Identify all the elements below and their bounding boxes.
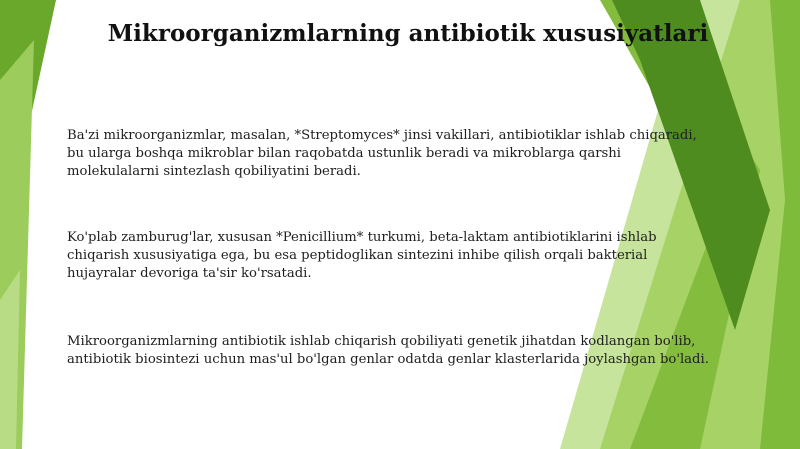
paragraph-line: antibiotik biosintezi uchun mas'ul bo'lgan genlar odatda genlar klasterlarida joylashgan bo'ladi. bbox=[67, 352, 709, 367]
paragraph-streptomyces bbox=[67, 127, 767, 181]
paragraph-line: Ko'plab zamburug'lar, xususan *Penicillium* turkumi, beta-laktam antibiotiklarini ishlab bbox=[67, 230, 657, 245]
paragraph-line: bu ularga boshqa mikroblar bilan raqobatda ustunlik beradi va mikroblarga qarshi bbox=[67, 146, 621, 161]
paragraph-genetics bbox=[67, 333, 767, 369]
paragraph-line: hujayralar devoriga ta'sir ko'rsatadi. bbox=[67, 266, 312, 281]
slide-title: Mikroorganizmlarning antibiotik xususiyatlari bbox=[107, 20, 709, 47]
paragraph-line: chiqarish xususiyatiga ega, bu esa peptidoglikan sintezini inhibe qilish orqali bakterial bbox=[67, 248, 648, 263]
paragraph-penicillium bbox=[67, 229, 767, 283]
paragraph-line: Ba'zi mikroorganizmlar, masalan, *Streptomyces* jinsi vakillari, antibiotiklar ishlab chiqaradi, bbox=[67, 128, 697, 143]
paragraph-line: molekulalarni sintezlash qobiliyatini beradi. bbox=[67, 164, 361, 179]
paragraph-line: Mikroorganizmlarning antibiotik ishlab chiqarish qobiliyati genetik jihatdan kodlangan bo'lib, bbox=[67, 334, 696, 349]
